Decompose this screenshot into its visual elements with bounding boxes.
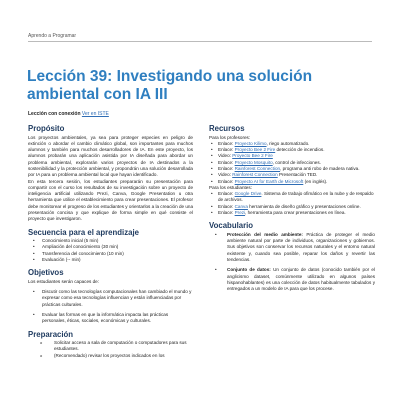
lesson-title: Lección 39: Investigando una solución ambiental con IA III [27,68,313,103]
resource-link[interactable]: Canva [234,203,248,209]
student-resources-list [209,191,375,216]
purpose-paragraph-2: En esta tercera sesión, los estudiantes prepararán su presentación para compartir con el curso los resultados de su investigación sobre un proyecto de inteligencia artificial utilizando Prezi, Canva, Google Presentation u otra herramienta que utilice el establecimiento para crear presentaciones. El profesor debe monitorear el progreso de los estudiantes y orientarlos a la creación de una presentación concisa y que explique de forma simple en qué consiste el proyecto que investigaron. [28,178,193,222]
course-header: Aprendo a Programar [28,33,77,39]
sequence-item: • Transferencia del conocimiento (10 min) [28,251,193,257]
resource-link[interactable]: Prezi [234,210,246,216]
connection-label: Lección con conexión [28,111,81,117]
resource-item: • Enlace: Google Drive. Sistema de trabajo ofimático en la nube y de respaldo de archivos. [209,191,375,204]
vocabulary-term: Protección del medio ambiente: [227,231,303,237]
resource-item: • Enlace: Canva herramienta de diseño gráfico y presentaciones online. [209,204,375,210]
preparation-heading: Preparación [28,329,74,339]
sequence-heading: Secuencia para el aprendizaje [28,227,139,237]
objective-item: • Evaluar las formas en que la informática impacta las prácticas personales, éticas, sociales, económicas y culturales. [28,312,193,325]
sequence-item: • Ampliación del conocimiento (30 min) [28,244,193,250]
preparation-list [28,340,193,359]
resource-link[interactable]: Rainforest Connection [232,172,278,178]
objective-item: • Discutir como las tecnologías computacionales han cambiado el mundo y expresar como esa tecnologías influencian y están influenciadas por prácticas culturales. [28,289,193,308]
sequence-item: • Evaluación (-- min) [28,257,193,263]
vocabulary-item [209,267,375,292]
resource-item: • Enlace: Proyecto Bee 2 Fire detección de incendios. [209,147,375,153]
header-divider [28,41,372,42]
objectives-intro: Los estudiantes serán capaces de: [28,278,99,284]
vocabulary-definition: Práctica de proteger el medio ambiente natural por parte de individuos, organizaciones y gobiernos. Sus objetivos son conservar los recursos naturales y el entorno natural existente y, cuando sea posible, reparar los daños y revertir las tendencias. [227,231,375,263]
resource-link[interactable]: Proyecto Bee 2 Fire [232,153,273,159]
vocabulary-item [209,232,375,263]
resource-link[interactable]: Rainforest Connection [234,165,281,171]
resource-item: • Enlace: Prezi, herramienta para crear presentaciones en línea. [209,210,375,216]
resource-link[interactable]: Google Drive [234,191,262,197]
resource-link[interactable]: Proyecto AI for Earth de Microsoft [234,178,304,184]
right-column [209,124,375,297]
iste-link[interactable]: Ver en ISTE [81,111,109,117]
preparation-item: o (Recomendado) revisar los proyectos indicados en los [28,353,193,359]
left-column [28,124,193,359]
preparation-item: o Solicitar acceso a sala de computación o computadores para sus estudiantes. [28,340,193,353]
vocabulary-list [209,232,375,293]
connection-line [28,111,109,117]
students-label: Para los estudiantes: [209,184,252,190]
resource-item: • Enlace: Proyecto Mosquito, control de infecciones. [209,160,375,166]
resource-item: • Enlace: Proyecto Kilimo, riego automatizado. [209,141,375,147]
resource-item: • Enlace: Proyecto AI for Earth de Microsoft (en inglés). [209,179,375,185]
resource-link[interactable]: Proyecto Bee 2 Fire [234,147,276,153]
teacher-resources-list [209,141,375,185]
vocabulary-heading: Vocabulario [209,221,254,231]
sequence-list [28,238,193,263]
purpose-heading: Propósito [28,124,65,133]
vocabulary-term: Conjunto de datos: [227,267,271,273]
resource-item: • Enlace: Rainforest Connection, programa anti robo de madera nativa. [209,166,375,172]
resource-link[interactable]: Proyecto Mosquito [234,159,273,165]
resource-link[interactable]: Proyecto Kilimo [234,140,267,146]
purpose-paragraph-1: Los proyectos ambientales, ya sea para proteger especies en peligro de extinción o abordar el cambio climático global, son importantes para muchos alumnos y también para muchos desarrolladores de IA. En este proyecto, los alumnos probarán una aplicación asistida por IA diseñada para abordar un problema ambiental, explorarán varios proyectos de IA destinados a la sostenibilidad y la protección ambiental, y propondrán una solución desarrollada por IA para un problema ambiental local que hayan identificado. [28,134,193,178]
objectives-heading: Objetivos [28,268,64,278]
resource-item: • Video: Rainforest Connection Presentación TED. [209,172,375,178]
objectives-list [28,289,193,324]
teachers-label: Para los profesores: [209,134,251,140]
resources-heading: Recursos [209,124,245,133]
resource-item: • Video: Proyecto Bee 2 Fire [209,153,375,159]
vocabulary-definition: Un conjunto de datos (conocido también por el anglicismo dataset, comúnmente utilizado en algunos países hispanohablantes) es una colección de datos habitualmente tabulados y entregados a un modelo de IA para que los procese. [227,267,375,292]
sequence-item: • Conocimiento inicial (5 min) [28,238,193,244]
